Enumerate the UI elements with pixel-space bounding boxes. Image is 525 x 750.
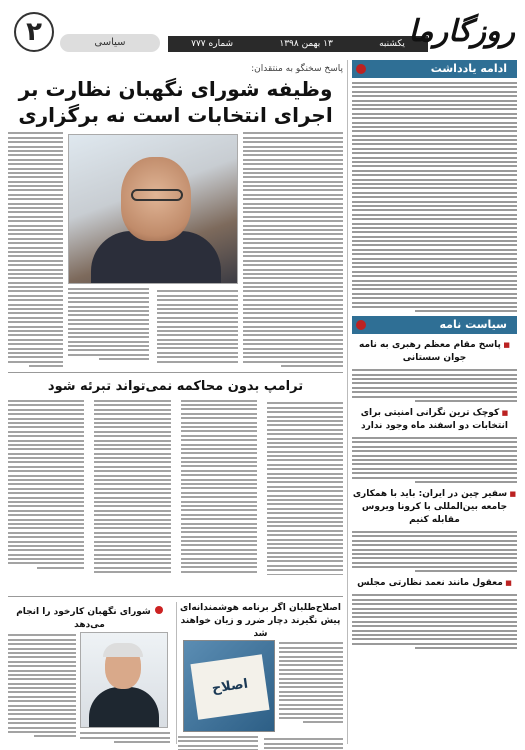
red-bullet-icon — [155, 606, 163, 614]
issue-number: شماره ۷۷۷ — [191, 39, 234, 49]
bottom-left-text — [8, 632, 76, 741]
bottom-left-title: شورای نگهبان کارخود را انجام می‌دهد — [8, 606, 171, 632]
editorial-heading: ادامه یادداشت — [352, 60, 517, 78]
lead-kicker: پاسخ سخنگو به منتقدان: — [251, 64, 343, 74]
second-headline: ترامپ بدون محاکمه نمی‌تواند تبرئه شود — [47, 379, 304, 394]
bottom-center-story — [178, 602, 343, 641]
bottom-center-title: اصلاح‌طلبان اگر برنامه هوشمندانه‌ای پیش نگیرند دچار ضرر و زیان خواهند شد — [180, 603, 341, 639]
editorial-text — [352, 82, 517, 312]
lead-headline: وظیفه شورای نگهبان نظارت بر اجرای انتخابات است نه برگزاری — [18, 77, 333, 127]
politics-heading: سیاست نامه — [352, 316, 517, 334]
news-item-title: ■ معقول مانند نعمد نظارتی مجلس — [352, 577, 517, 590]
right-sidebar — [347, 60, 517, 744]
bottom-center-text — [279, 640, 343, 727]
bottom-center-text — [178, 736, 343, 750]
lead-column — [243, 130, 343, 371]
second-story-text — [8, 400, 343, 578]
lead-column — [68, 288, 238, 368]
reform-photo: اصلاح — [183, 640, 275, 732]
spokesman-photo — [68, 134, 238, 284]
newspaper-logo: روزگارما — [408, 14, 515, 49]
news-item-text — [352, 369, 517, 402]
news-item-text — [352, 594, 517, 649]
issue-day: یکشنبه — [379, 39, 405, 49]
bottom-left-text — [80, 730, 170, 747]
news-item-text — [352, 437, 517, 483]
news-item-text — [352, 531, 517, 573]
issue-info-bar — [168, 36, 428, 52]
masthead — [8, 8, 517, 60]
council-member-photo — [80, 632, 168, 728]
news-item-title: ■ پاسخ مقام معظم رهبری به نامه جوان سستانی — [352, 339, 517, 365]
issue-date: ۱۳ بهمن ۱۳۹۸ — [279, 39, 333, 49]
page-number: ۲ — [14, 12, 54, 52]
news-item-title: ■ کوچک ترین نگرانی امنیتی برای انتخابات دو اسفند ماه وجود ندارد — [352, 407, 517, 433]
section-label: سیاسی — [60, 34, 160, 52]
lead-column — [8, 130, 63, 371]
bottom-left-story — [8, 606, 171, 632]
main-content — [8, 60, 343, 744]
news-item-title: ■ سفیر چین در ایران: باید با همکاری جامعه بین‌المللی با کرونا ویروس مقابله کنیم — [352, 488, 517, 527]
